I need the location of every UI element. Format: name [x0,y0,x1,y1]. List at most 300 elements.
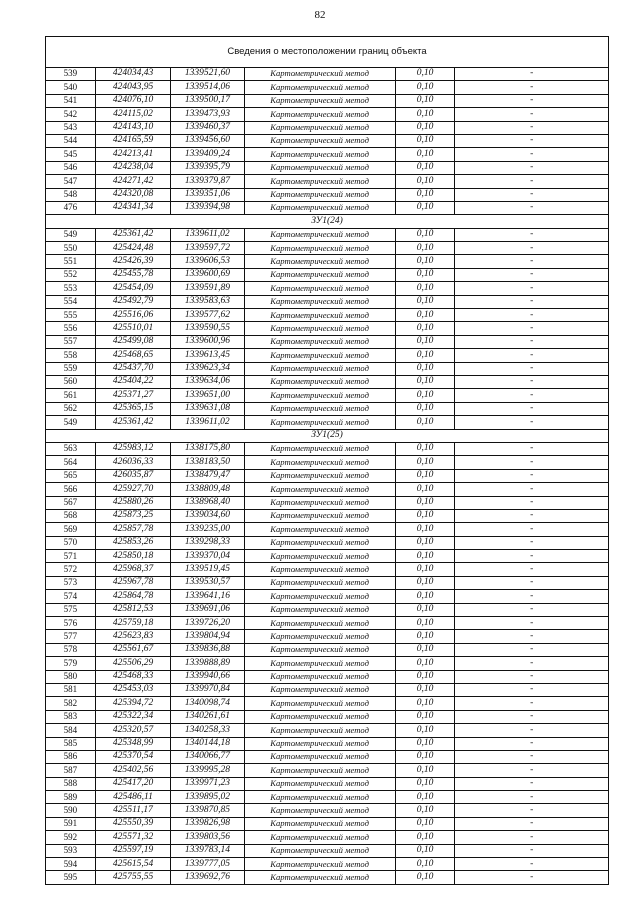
point-number-cell: 557 [46,335,95,348]
x-coordinate-cell: 425510,01 [95,322,170,335]
method-cell: Картометрический метод [244,737,395,750]
y-coordinate-cell: 1338968,40 [171,496,244,509]
x-coordinate-cell: 425506,29 [95,657,170,670]
table-row [46,175,608,188]
note-cell: - [455,523,608,536]
accuracy-cell: 0,10 [395,416,455,429]
y-coordinate-cell: 1339473,93 [171,108,244,121]
point-number-cell: 561 [46,389,95,402]
accuracy-cell: 0,10 [395,134,455,147]
y-coordinate-cell: 1339583,63 [171,295,244,308]
x-coordinate-cell: 425561,67 [95,643,170,656]
note-cell: - [455,750,608,763]
note-cell: - [455,161,608,174]
method-cell: Картометрический метод [244,228,395,241]
note-cell: - [455,710,608,723]
point-number-cell: 552 [46,268,95,281]
y-coordinate-cell: 1339870,85 [171,804,244,817]
method-cell: Картометрический метод [244,375,395,388]
table-row [46,724,608,737]
x-coordinate-cell: 425499,08 [95,335,170,348]
note-cell: - [455,683,608,696]
accuracy-cell: 0,10 [395,550,455,563]
note-cell: - [455,737,608,750]
point-number-cell: 575 [46,603,95,616]
y-coordinate-cell: 1339600,69 [171,268,244,281]
y-coordinate-cell: 1339691,06 [171,603,244,616]
method-cell: Картометрический метод [244,617,395,630]
note-cell: - [455,268,608,281]
table-row [46,201,608,214]
x-coordinate-cell: 425468,65 [95,349,170,362]
method-cell: Картометрический метод [244,496,395,509]
note-cell: - [455,576,608,589]
method-cell: Картометрический метод [244,389,395,402]
table-row [46,750,608,763]
table-row [46,295,608,308]
method-cell: Картометрический метод [244,175,395,188]
x-coordinate-cell: 424076,10 [95,94,170,107]
x-coordinate-cell: 424213,41 [95,148,170,161]
accuracy-cell: 0,10 [395,683,455,696]
x-coordinate-cell: 425864,78 [95,590,170,603]
method-cell: Картометрический метод [244,255,395,268]
method-cell: Картометрический метод [244,456,395,469]
y-coordinate-cell: 1340258,33 [171,724,244,737]
method-cell: Картометрический метод [244,536,395,549]
method-cell: Картометрический метод [244,523,395,536]
y-coordinate-cell: 1339514,06 [171,81,244,94]
accuracy-cell: 0,10 [395,335,455,348]
y-coordinate-cell: 1339034,60 [171,509,244,522]
y-coordinate-cell: 1339995,28 [171,764,244,777]
accuracy-cell: 0,10 [395,201,455,214]
point-number-cell: 476 [46,201,95,214]
x-coordinate-cell: 425348,99 [95,737,170,750]
x-coordinate-cell: 424238,04 [95,161,170,174]
point-number-cell: 587 [46,764,95,777]
method-cell: Картометрический метод [244,282,395,295]
point-number-cell: 560 [46,375,95,388]
point-number-cell: 586 [46,750,95,763]
note-cell: - [455,416,608,429]
y-coordinate-cell: 1339530,57 [171,576,244,589]
coordinates-table-body [46,68,608,884]
y-coordinate-cell: 1339591,89 [171,282,244,295]
table-row [46,791,608,804]
accuracy-cell: 0,10 [395,831,455,844]
x-coordinate-cell: 425571,32 [95,831,170,844]
point-number-cell: 556 [46,322,95,335]
x-coordinate-cell: 426036,33 [95,456,170,469]
method-cell: Картометрический метод [244,188,395,201]
method-cell: Картометрический метод [244,576,395,589]
accuracy-cell: 0,10 [395,844,455,857]
y-coordinate-cell: 1339634,06 [171,375,244,388]
note-cell: - [455,603,608,616]
point-number-cell: 549 [46,228,95,241]
table-row [46,670,608,683]
method-cell: Картометрический метод [244,81,395,94]
y-coordinate-cell: 1339456,60 [171,134,244,147]
method-cell: Картометрический метод [244,402,395,415]
table-row [46,764,608,777]
accuracy-cell: 0,10 [395,94,455,107]
accuracy-cell: 0,10 [395,268,455,281]
section-label: ЗУ1(24) [46,215,608,228]
point-number-cell: 577 [46,630,95,643]
accuracy-cell: 0,10 [395,108,455,121]
point-number-cell: 581 [46,683,95,696]
table-row [46,68,608,81]
method-cell: Картометрический метод [244,68,395,81]
point-number-cell: 572 [46,563,95,576]
accuracy-cell: 0,10 [395,228,455,241]
table-row [46,81,608,94]
method-cell: Картометрический метод [244,817,395,830]
method-cell: Картометрический метод [244,550,395,563]
accuracy-cell: 0,10 [395,777,455,790]
x-coordinate-cell: 425426,39 [95,255,170,268]
accuracy-cell: 0,10 [395,148,455,161]
y-coordinate-cell: 1339611,02 [171,416,244,429]
point-number-cell: 595 [46,871,95,884]
y-coordinate-cell: 1339777,05 [171,858,244,871]
method-cell: Картометрический метод [244,804,395,817]
x-coordinate-cell: 424165,59 [95,134,170,147]
accuracy-cell: 0,10 [395,188,455,201]
accuracy-cell: 0,10 [395,456,455,469]
method-cell: Картометрический метод [244,335,395,348]
point-number-cell: 565 [46,469,95,482]
method-cell: Картометрический метод [244,295,395,308]
note-cell: - [455,295,608,308]
point-number-cell: 585 [46,737,95,750]
table-row [46,282,608,295]
x-coordinate-cell: 425402,56 [95,764,170,777]
note-cell: - [455,817,608,830]
table-row [46,309,608,322]
accuracy-cell: 0,10 [395,670,455,683]
y-coordinate-cell: 1339783,14 [171,844,244,857]
accuracy-cell: 0,10 [395,322,455,335]
accuracy-cell: 0,10 [395,657,455,670]
method-cell: Картометрический метод [244,148,395,161]
x-coordinate-cell: 425365,15 [95,402,170,415]
point-number-cell: 562 [46,402,95,415]
table-row [46,777,608,790]
accuracy-cell: 0,10 [395,309,455,322]
table-row [46,844,608,857]
method-cell: Картометрический метод [244,509,395,522]
note-cell: - [455,242,608,255]
note-cell: - [455,697,608,710]
x-coordinate-cell: 425370,54 [95,750,170,763]
method-cell: Картометрический метод [244,844,395,857]
table-row [46,161,608,174]
note-cell: - [455,389,608,402]
point-number-cell: 578 [46,643,95,656]
table-row [46,469,608,482]
y-coordinate-cell: 1339631,08 [171,402,244,415]
accuracy-cell: 0,10 [395,576,455,589]
accuracy-cell: 0,10 [395,603,455,616]
point-number-cell: 543 [46,121,95,134]
accuracy-cell: 0,10 [395,469,455,482]
y-coordinate-cell: 1339519,45 [171,563,244,576]
note-cell: - [455,456,608,469]
x-coordinate-cell: 425322,34 [95,710,170,723]
method-cell: Картометрический метод [244,590,395,603]
y-coordinate-cell: 1339971,23 [171,777,244,790]
x-coordinate-cell: 425812,53 [95,603,170,616]
table-row [46,509,608,522]
point-number-cell: 573 [46,576,95,589]
point-number-cell: 541 [46,94,95,107]
coordinates-table [46,68,608,885]
y-coordinate-cell: 1339651,00 [171,389,244,402]
method-cell: Картометрический метод [244,697,395,710]
method-cell: Картометрический метод [244,134,395,147]
boundary-table [45,36,609,885]
x-coordinate-cell: 424115,02 [95,108,170,121]
point-number-cell: 547 [46,175,95,188]
note-cell: - [455,536,608,549]
note-cell: - [455,831,608,844]
x-coordinate-cell: 425550,39 [95,817,170,830]
table-row [46,108,608,121]
table-row [46,697,608,710]
x-coordinate-cell: 425455,78 [95,268,170,281]
x-coordinate-cell: 425880,26 [95,496,170,509]
x-coordinate-cell: 425755,55 [95,871,170,884]
accuracy-cell: 0,10 [395,590,455,603]
x-coordinate-cell: 425492,79 [95,295,170,308]
x-coordinate-cell: 424271,42 [95,175,170,188]
table-row [46,523,608,536]
table-row [46,683,608,696]
method-cell: Картометрический метод [244,710,395,723]
x-coordinate-cell: 425873,25 [95,509,170,522]
y-coordinate-cell: 1339590,55 [171,322,244,335]
x-coordinate-cell: 425983,12 [95,442,170,455]
x-coordinate-cell: 424143,10 [95,121,170,134]
section-label: ЗУ1(25) [46,429,608,442]
point-number-cell: 567 [46,496,95,509]
point-number-cell: 591 [46,817,95,830]
note-cell: - [455,617,608,630]
accuracy-cell: 0,10 [395,282,455,295]
point-number-cell: 570 [46,536,95,549]
method-cell: Картометрический метод [244,161,395,174]
point-number-cell: 582 [46,697,95,710]
note-cell: - [455,375,608,388]
point-number-cell: 545 [46,148,95,161]
y-coordinate-cell: 1339600,96 [171,335,244,348]
method-cell: Картометрический метод [244,268,395,281]
x-coordinate-cell: 425857,78 [95,523,170,536]
point-number-cell: 542 [46,108,95,121]
y-coordinate-cell: 1339379,87 [171,175,244,188]
point-number-cell: 544 [46,134,95,147]
note-cell: - [455,469,608,482]
note-cell: - [455,590,608,603]
point-number-cell: 546 [46,161,95,174]
note-cell: - [455,228,608,241]
x-coordinate-cell: 425468,33 [95,670,170,683]
note-cell: - [455,362,608,375]
x-coordinate-cell: 424341,34 [95,201,170,214]
point-number-cell: 594 [46,858,95,871]
accuracy-cell: 0,10 [395,724,455,737]
accuracy-cell: 0,10 [395,764,455,777]
y-coordinate-cell: 1339836,88 [171,643,244,656]
method-cell: Картометрический метод [244,416,395,429]
table-row [46,389,608,402]
note-cell: - [455,148,608,161]
note-cell: - [455,175,608,188]
method-cell: Картометрический метод [244,683,395,696]
point-number-cell: 558 [46,349,95,362]
table-row [46,563,608,576]
note-cell: - [455,804,608,817]
method-cell: Картометрический метод [244,630,395,643]
note-cell: - [455,724,608,737]
accuracy-cell: 0,10 [395,871,455,884]
note-cell: - [455,791,608,804]
accuracy-cell: 0,10 [395,121,455,134]
y-coordinate-cell: 1339888,89 [171,657,244,670]
note-cell: - [455,322,608,335]
accuracy-cell: 0,10 [395,68,455,81]
x-coordinate-cell: 425486,11 [95,791,170,804]
point-number-cell: 553 [46,282,95,295]
y-coordinate-cell: 1339940,66 [171,670,244,683]
accuracy-cell: 0,10 [395,737,455,750]
x-coordinate-cell: 425394,72 [95,697,170,710]
x-coordinate-cell: 426035,87 [95,469,170,482]
method-cell: Картометрический метод [244,750,395,763]
note-cell: - [455,402,608,415]
x-coordinate-cell: 425968,37 [95,563,170,576]
accuracy-cell: 0,10 [395,349,455,362]
table-row [46,121,608,134]
note-cell: - [455,858,608,871]
point-number-cell: 540 [46,81,95,94]
method-cell: Картометрический метод [244,563,395,576]
y-coordinate-cell: 1339235,00 [171,523,244,536]
table-row [46,362,608,375]
method-cell: Картометрический метод [244,657,395,670]
accuracy-cell: 0,10 [395,643,455,656]
y-coordinate-cell: 1340098,74 [171,697,244,710]
method-cell: Картометрический метод [244,242,395,255]
accuracy-cell: 0,10 [395,710,455,723]
point-number-cell: 564 [46,456,95,469]
x-coordinate-cell: 425320,57 [95,724,170,737]
y-coordinate-cell: 1339500,17 [171,94,244,107]
table-row [46,94,608,107]
accuracy-cell: 0,10 [395,496,455,509]
y-coordinate-cell: 1338183,50 [171,456,244,469]
table-row [46,188,608,201]
table-row [46,375,608,388]
point-number-cell: 568 [46,509,95,522]
method-cell: Картометрический метод [244,121,395,134]
y-coordinate-cell: 1339804,94 [171,630,244,643]
note-cell: - [455,335,608,348]
table-row [46,242,608,255]
x-coordinate-cell: 424320,08 [95,188,170,201]
point-number-cell: 539 [46,68,95,81]
method-cell: Картометрический метод [244,442,395,455]
point-number-cell: 589 [46,791,95,804]
accuracy-cell: 0,10 [395,375,455,388]
note-cell: - [455,643,608,656]
accuracy-cell: 0,10 [395,804,455,817]
accuracy-cell: 0,10 [395,402,455,415]
method-cell: Картометрический метод [244,483,395,496]
table-row [46,576,608,589]
method-cell: Картометрический метод [244,831,395,844]
note-cell: - [455,108,608,121]
table-row [46,402,608,415]
x-coordinate-cell: 425437,70 [95,362,170,375]
table-row [46,871,608,884]
y-coordinate-cell: 1338479,47 [171,469,244,482]
table-row [46,268,608,281]
y-coordinate-cell: 1339395,79 [171,161,244,174]
method-cell: Картометрический метод [244,309,395,322]
point-number-cell: 548 [46,188,95,201]
note-cell: - [455,442,608,455]
point-number-cell: 579 [46,657,95,670]
method-cell: Картометрический метод [244,603,395,616]
section-row [46,215,608,228]
point-number-cell: 590 [46,804,95,817]
point-number-cell: 574 [46,590,95,603]
note-cell: - [455,871,608,884]
table-row [46,710,608,723]
x-coordinate-cell: 425361,42 [95,228,170,241]
accuracy-cell: 0,10 [395,509,455,522]
table-row [46,536,608,549]
accuracy-cell: 0,10 [395,81,455,94]
y-coordinate-cell: 1339895,02 [171,791,244,804]
x-coordinate-cell: 425511,17 [95,804,170,817]
accuracy-cell: 0,10 [395,362,455,375]
note-cell: - [455,68,608,81]
y-coordinate-cell: 1340261,61 [171,710,244,723]
y-coordinate-cell: 1339613,45 [171,349,244,362]
y-coordinate-cell: 1339970,84 [171,683,244,696]
accuracy-cell: 0,10 [395,389,455,402]
point-number-cell: 576 [46,617,95,630]
accuracy-cell: 0,10 [395,242,455,255]
table-row [46,456,608,469]
table-caption: Сведения о местоположении границ объекта [46,37,608,68]
x-coordinate-cell: 425853,26 [95,536,170,549]
table-row [46,657,608,670]
note-cell: - [455,255,608,268]
accuracy-cell: 0,10 [395,175,455,188]
x-coordinate-cell: 425361,42 [95,416,170,429]
x-coordinate-cell: 425850,18 [95,550,170,563]
method-cell: Картометрический метод [244,94,395,107]
y-coordinate-cell: 1339597,72 [171,242,244,255]
point-number-cell: 593 [46,844,95,857]
x-coordinate-cell: 425623,83 [95,630,170,643]
